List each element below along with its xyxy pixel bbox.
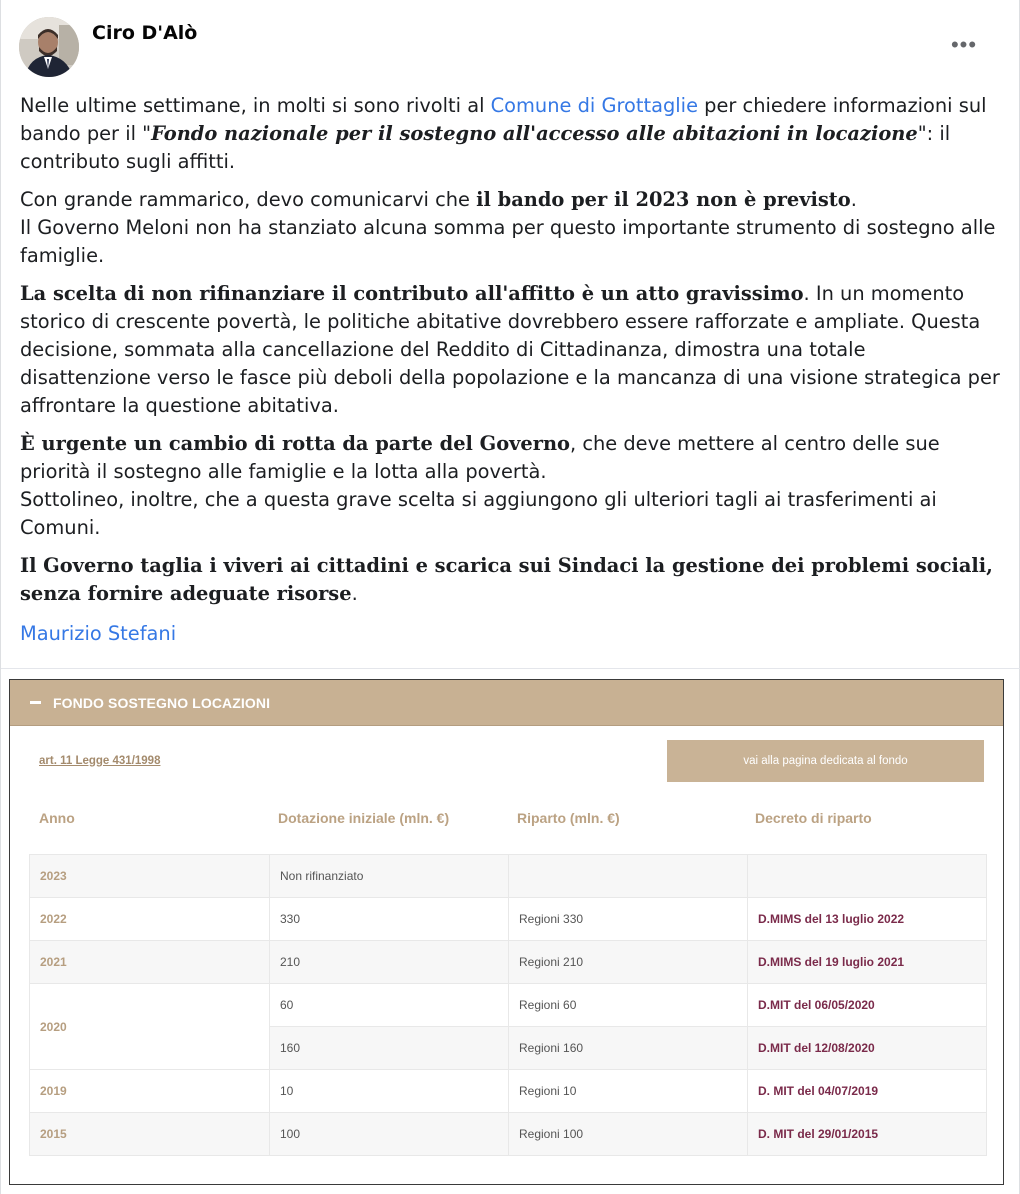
riparto-cell: Regioni 60 [509, 984, 748, 1027]
paragraph-1 [20, 92, 1000, 176]
decree-link[interactable]: D.MIT del 12/08/2020 [748, 1027, 987, 1070]
bold-span: È urgente un cambio di rotta da parte del Governo [20, 432, 570, 455]
fund-page-button[interactable]: vai alla pagina dedicata al fondo [667, 740, 984, 782]
column-header-decreto: Decreto di riparto [755, 810, 872, 826]
more-horizontal-icon: ••• [950, 32, 978, 57]
paragraph-5 [20, 552, 1000, 608]
mention-maurizio-stefani[interactable]: Maurizio Stefani [20, 622, 177, 645]
decree-link [748, 855, 987, 898]
decree-link[interactable]: D. MIT del 29/01/2015 [748, 1113, 987, 1156]
riparto-cell: Regioni 330 [509, 898, 748, 941]
collapse-icon [30, 701, 41, 704]
dotazione-cell: 160 [270, 1027, 509, 1070]
author-photo [19, 17, 79, 77]
attached-image[interactable] [9, 679, 1004, 1185]
year-cell: 2015 [30, 1113, 270, 1156]
paragraph-2 [20, 186, 1000, 270]
dotazione-cell: 60 [270, 984, 509, 1027]
riparto-cell: Regioni 10 [509, 1070, 748, 1113]
table-row [30, 984, 987, 1027]
column-header-dotazione: Dotazione iniziale (mln. €) [278, 810, 450, 826]
text-span: , che deve mettere al centro delle sue priorità il sostegno alle famiglie e la lotta alla povertà. [20, 432, 940, 483]
paragraph-4 [20, 430, 1000, 542]
bold-span: Il Governo taglia i viveri ai cittadini e scarica sui Sindaci la gestione dei problemi sociali, senza fornire adeguate risorse [20, 554, 993, 605]
post-body [20, 92, 1000, 648]
riparto-cell: Regioni 210 [509, 941, 748, 984]
author-name[interactable]: Ciro D'Alò [92, 22, 198, 44]
column-header-anno: Anno [39, 810, 75, 826]
dotazione-cell: 10 [270, 1070, 509, 1113]
year-cell: 2020 [30, 984, 270, 1070]
text-span: Con grande rammarico, devo comunicarvi che [20, 188, 477, 211]
text-span: Il Governo Meloni non ha stanziato alcuna somma per questo importante strumento di sostegno alle famiglie. [20, 216, 996, 267]
law-link[interactable]: art. 11 Legge 431/1998 [39, 755, 161, 767]
column-header-riparto: Riparto (mln. €) [517, 810, 620, 826]
bold-span: La scelta di non rifinanziare il contributo all'affitto è un atto gravissimo [20, 282, 804, 305]
fund-name-emphasis: Fondo nazionale per il sostegno all'accesso alle abitazioni in locazione [151, 122, 918, 145]
riparto-cell: Regioni 160 [509, 1027, 748, 1070]
accordion-title: FONDO SOSTEGNO LOCAZIONI [53, 694, 271, 711]
text-span: . [850, 188, 857, 211]
year-cell: 2019 [30, 1070, 270, 1113]
riparto-cell: Regioni 100 [509, 1113, 748, 1156]
table-row [30, 941, 987, 984]
text-span: ": il contributo sugli affitti. [20, 122, 951, 173]
year-cell: 2021 [30, 941, 270, 984]
decree-link[interactable]: D.MIMS del 19 luglio 2021 [748, 941, 987, 984]
text-span: . In un momento storico di crescente povertà, le politiche abitative dovrebbero essere rafforzate e ampliate. Questa decisione, sommata alla cancellazione del Reddito di Cittadinanza, dimostra una totale disattenzione verso le fasce più deboli della popolazione e la mancanza di una visione strategica per affrontare la questione abitativa. [20, 282, 1000, 417]
riparto-cell [509, 855, 748, 898]
dotazione-cell: Non rifinanziato [270, 855, 509, 898]
text-span: per chiedere informazioni sul bando per il " [20, 94, 987, 145]
table-row [30, 855, 987, 898]
table-row [30, 898, 987, 941]
decree-link[interactable]: D.MIT del 06/05/2020 [748, 984, 987, 1027]
paragraph-3 [20, 280, 1000, 420]
text-span: Sottolineo, inoltre, che a questa grave scelta si aggiungono gli ulteriori tagli ai trasferimenti ai Comuni. [20, 488, 937, 539]
table-row [30, 1113, 987, 1156]
table-row [30, 1070, 987, 1113]
text-span: . [351, 582, 358, 605]
bold-span: il bando per il 2023 non è previsto [476, 188, 851, 211]
mention-comune-di-grottaglie[interactable]: Comune di Grottaglie [490, 94, 699, 117]
dotazione-cell: 100 [270, 1113, 509, 1156]
decree-link[interactable]: D.MIMS del 13 luglio 2022 [748, 898, 987, 941]
divider [1, 668, 1020, 669]
text-span: Nelle ultime settimane, in molti si sono rivolti al [20, 94, 491, 117]
decree-link[interactable]: D. MIT del 04/07/2019 [748, 1070, 987, 1113]
fund-table [29, 854, 987, 1156]
avatar[interactable] [19, 17, 79, 77]
year-cell: 2022 [30, 898, 270, 941]
dotazione-cell: 210 [270, 941, 509, 984]
more-options-button[interactable] [947, 30, 981, 60]
year-cell: 2023 [30, 855, 270, 898]
dotazione-cell: 330 [270, 898, 509, 941]
accordion-header[interactable] [10, 680, 1003, 726]
